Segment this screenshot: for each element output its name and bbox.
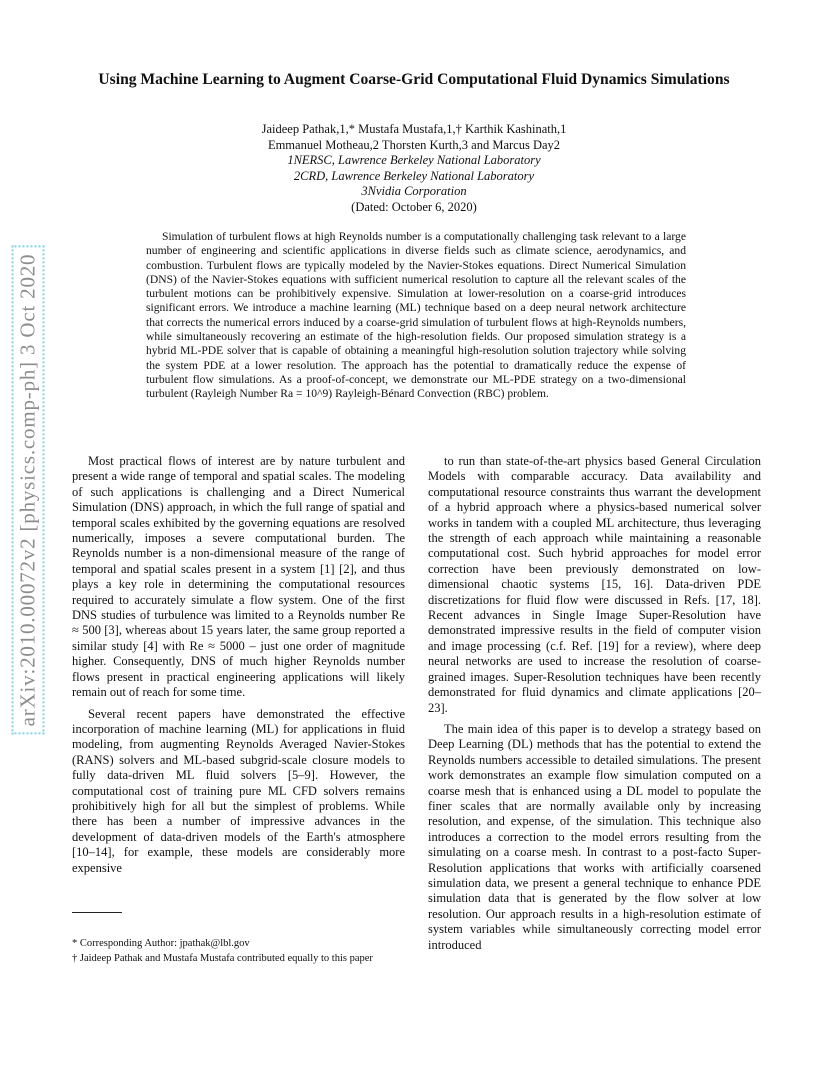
body-paragraph: to run than state-of-the-art physics based General Circulation Models with comparable accuracy. Data availability and computational resource constraints thus warrant the development of a hybrid approach where a physics-based numerical solver works in tandem with a coupled ML architecture, thus leveraging the strength of each approach while maintaining a reasonable computational cost. Such hybrid approaches for model error correction have been previously demonstrated on low-dimensional chaotic systems [15, 16]. Data-driven PDE discretizations for fluid flow were discussed in Refs. [17, 18]. Recent advances in Single Image Super-Resolution have demonstrated impressive results in the field of computer vision and image processing (c.f. Ref. [19] for a review), where deep neural networks are used to increase the resolution of coarse-grained images. Super-Resolution techniques have been recently demonstrated for fluid dynamics and climate applications [20–23]. (428, 454, 761, 715)
paper-title: Using Machine Learning to Augment Coarse-Grid Computational Fluid Dynamics Simulations (98, 71, 730, 88)
body-paragraph: The main idea of this paper is to develop a strategy based on Deep Learning (DL) methods that has the potential to extend the Reynolds numbers accessible to detailed simulations. The present work demonstrates an example flow simulation computed on a coarse mesh that is enhanced using a DL model to populate the finer scales that are normally available only by increasing resolution, and expense, of the simulation. This technique also introduces a correction to the model errors resulting from the simulating on a coarse mesh. In contrast to a post-facto Super-Resolution applications that works with artificially coarsened simulation data, we present a general technique to enhance PDE simulation data that is generated by the flow solver at low resolution. Our approach results in a high-resolution estimate of system variables while simultaneously correcting model error introduced (428, 721, 761, 952)
authors-line-1: Jaideep Pathak,1,* Mustafa Mustafa,1,† Karthik Kashinath,1 (261, 122, 567, 136)
arxiv-sidebar-stamp (8, 210, 48, 770)
abstract: Simulation of turbulent flows at high Reynolds number is a computationally challenging task relevant to a large number of engineering and scientific applications in diverse fields such as climate science, aerodynamics, and combustion. Turbulent flows are typically modeled by the Navier-Stokes equations. Direct Numerical Simulation (DNS) of the Navier-Stokes equations with sufficient numerical resolution to capture all the relevant scales of the turbulent motions can be prohibitively expensive. Simulation at lower-resolution on a coarse-grid introduces significant errors. We introduce a machine learning (ML) technique based on a deep neural network architecture that corrects the numerical errors induced by a coarse-grid simulation of turbulent flows at high-Reynolds numbers, while simultaneously recovering an estimate of the high-resolution fields. Our proposed simulation strategy is a hybrid ML-PDE solver that is capable of obtaining a meaningful high-resolution solution trajectory while solving the system PDE at a lower resolution. The approach has the potential to dramatically reduce the expense of turbulent flow simulations. As a proof-of-concept, we demonstrate our ML-PDE strategy on a two-dimensional turbulent (Rayleigh Number Ra = 10^9) Rayleigh-Bénard Convection (RBC) problem. (146, 230, 686, 401)
body-paragraph: Several recent papers have demonstrated the effective incorporation of machine learning (ML) for applications in fluid modeling, from augmenting Reynolds Averaged Navier-Stokes (RANS) solvers and ML-based subgrid-scale closure models to fully data-driven ML fluid solvers [5–9]. However, the computational cost of training pure ML CFD solvers remains prohibitively high for all but the simplest of problems. While there has been a number of impressive advances in the development of data-driven models of the Earth's atmosphere [10–14], for example, these models are considerably more expensive (72, 706, 405, 875)
footnote-rule (72, 912, 122, 913)
footnote-equal-contribution: † Jaideep Pathak and Mustafa Mustafa contributed equally to this paper (72, 953, 373, 964)
footnote-corresponding[interactable]: * Corresponding Author: jpathak@lbl.gov (72, 938, 250, 949)
affiliation-1: 1NERSC, Lawrence Berkeley National Laboratory (287, 153, 541, 167)
arxiv-id[interactable]: arXiv:2010.00072v2 [physics.comp-ph] 3 Oct 2020 (12, 246, 45, 735)
authors-line-2: Emmanuel Motheau,2 Thorsten Kurth,3 and Marcus Day2 (267, 137, 561, 152)
author-block (70, 122, 758, 215)
affiliation-3: 3Nvidia Corporation (361, 184, 467, 198)
left-column (72, 454, 405, 882)
body-paragraph: Most practical flows of interest are by nature turbulent and present a wide range of temporal and spatial scales. The modeling of such applications is challenging and a Direct Numerical Simulation (DNS) approach, in which the full range of spatial and temporal scales exhibited by the governing equations are resolved numerically, imposes a severe computational burden. The Reynolds number is a non-dimensional measure of the range of temporal and spatial scales present in a system [1] [2], and thus plays a key role in determining the computational resources required to accurately simulate a flow system. One of the first DNS studies of turbulence was limited to a Reynolds number Re ≈ 500 [3], whereas about 15 years later, the same group reported a similar study [4] with Re ≈ 5000 – just one order of magnitude higher. Consequently, DNS of much higher Reynolds number flows present in practical engineering applications will likely remain out of reach for some time. (72, 454, 405, 700)
date-line: (Dated: October 6, 2020) (351, 199, 477, 214)
affiliation-2: 2CRD, Lawrence Berkeley National Laboratory (293, 168, 535, 183)
right-column (428, 454, 761, 959)
footnotes (72, 937, 406, 967)
